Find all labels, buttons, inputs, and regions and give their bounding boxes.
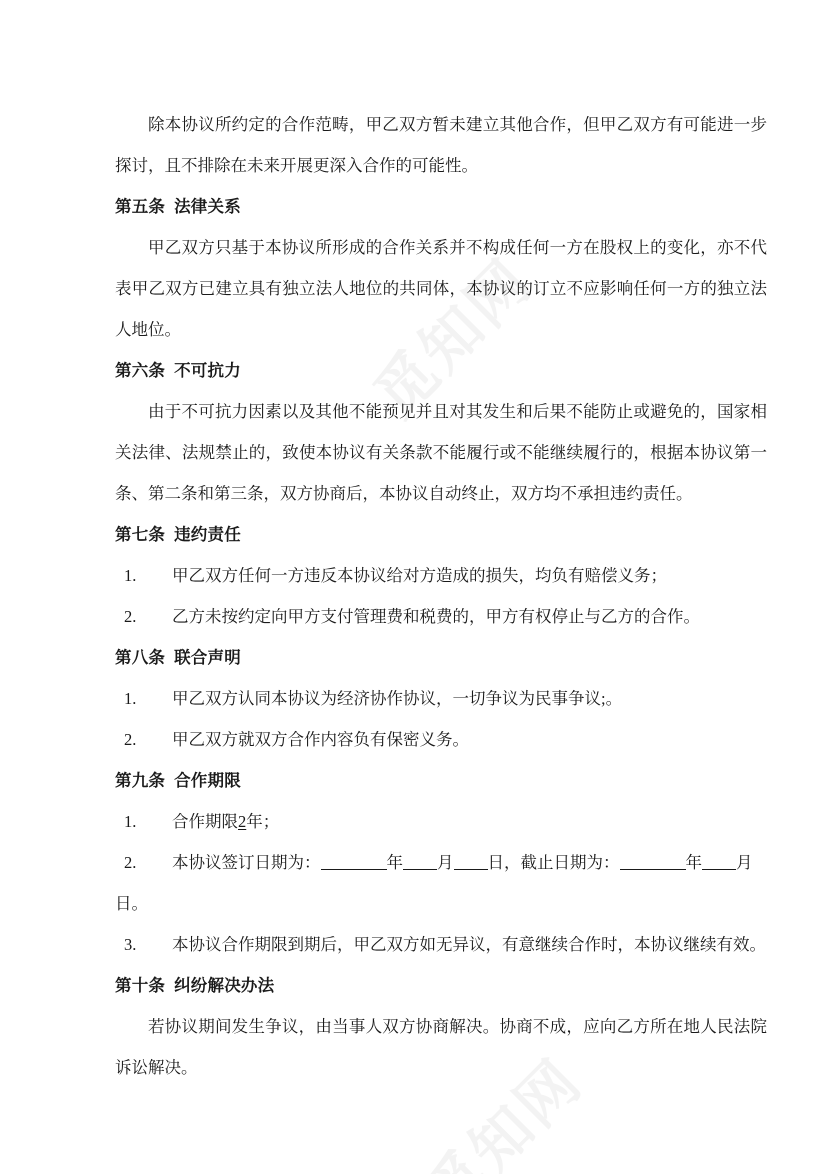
- list-item: [115, 678, 767, 719]
- heading-article-six-title: 不可抗力: [174, 361, 241, 380]
- heading-article-five-title: 法律关系: [174, 197, 241, 216]
- heading-article-six-number: 第六条: [115, 361, 166, 380]
- list-item-term-renewal: [115, 924, 767, 965]
- term-duration-prefix: 合作期限: [172, 812, 238, 831]
- heading-article-seven-title: 违约责任: [174, 525, 241, 544]
- list-item-term-duration: [115, 801, 767, 842]
- expiry-date-label: ，截止日期为：: [504, 853, 620, 872]
- list-item-text: 乙方未按约定向甲方支付管理费和税费的，甲方有权停止与乙方的合作。: [172, 607, 700, 626]
- signing-month-blank[interactable]: [403, 869, 437, 870]
- para-dispute-resolution: 若协议期间发生争议，由当事人双方协商解决。协商不成，应向乙方所在地人民法院诉讼解决。: [115, 1017, 767, 1077]
- heading-article-eight-number: 第八条: [115, 648, 166, 667]
- list-item: [115, 596, 767, 637]
- heading-article-eight-title: 联合声明: [174, 648, 241, 667]
- expiry-year-blank[interactable]: [620, 869, 686, 870]
- list-item-number: 1.: [124, 566, 137, 585]
- list-item-signing-dates: [115, 842, 767, 883]
- list-item-text: 甲乙双方任何一方违反本协议给对方造成的损失，均负有赔偿义务；: [172, 566, 667, 585]
- signing-year-unit: 年: [386, 853, 403, 872]
- heading-article-nine: [115, 760, 767, 801]
- signing-date-label: 本协议签订日期为：: [172, 853, 321, 872]
- list-item: [115, 555, 767, 596]
- heading-article-ten: [115, 965, 767, 1006]
- list-item-text: 本协议合作期限到期后，甲乙双方如无异议，有意继续合作时，本协议继续有效。: [172, 935, 766, 954]
- term-duration-suffix: 年；: [246, 812, 280, 831]
- para-legal-relationship: 甲乙双方只基于本协议所形成的合作关系并不构成任何一方在股权上的变化，亦不代表甲乙双方已建立具有独立法人地位的共同体，本协议的订立不应影响任何一方的独立法人地位。: [115, 238, 767, 339]
- list-item: [115, 719, 767, 760]
- heading-article-five: [115, 186, 767, 227]
- list-item-number: 1.: [124, 812, 137, 831]
- signing-month-unit: 月: [437, 853, 454, 872]
- expiry-year-unit: 年: [685, 853, 702, 872]
- document-content: [115, 104, 767, 1088]
- list-item-text: 甲乙双方就双方合作内容负有保密义务。: [172, 730, 469, 749]
- list-item-text: 甲乙双方认同本协议为经济协作协议，一切争议为民事争议;。: [172, 689, 623, 708]
- list-item-number: 2.: [124, 853, 137, 872]
- heading-article-five-number: 第五条: [115, 197, 166, 216]
- signing-dates-wrap-tail: 日。: [115, 894, 148, 913]
- term-duration-years-value[interactable]: 2: [238, 812, 247, 831]
- expiry-month-blank[interactable]: [702, 869, 736, 870]
- list-item-number: 3.: [124, 935, 137, 954]
- signing-year-blank[interactable]: [321, 869, 387, 870]
- heading-article-seven-number: 第七条: [115, 525, 166, 544]
- signing-day-blank[interactable]: [454, 869, 488, 870]
- list-item-number: 1.: [124, 689, 137, 708]
- heading-article-nine-number: 第九条: [115, 771, 166, 790]
- para-force-majeure: 由于不可抗力因素以及其他不能预见并且对其发生和后果不能防止或避免的，国家相关法律、法规禁止的，致使本协议有关条款不能履行或不能继续履行的，根据本协议第一条、第二条和第三条，双方协商后，本协议自动终止，双方均不承担违约责任。: [115, 402, 767, 503]
- signing-day-unit: 日: [487, 853, 504, 872]
- list-item-number: 2.: [124, 607, 137, 626]
- expiry-month-unit: 月: [736, 853, 753, 872]
- heading-article-ten-number: 第十条: [115, 976, 166, 995]
- heading-article-seven: [115, 514, 767, 555]
- heading-article-ten-title: 纠纷解决办法: [174, 976, 275, 995]
- para-scope-of-cooperation: 除本协议所约定的合作范畴，甲乙双方暂未建立其他合作，但甲乙双方有可能进一步探讨，且不排除在未来开展更深入合作的可能性。: [115, 115, 767, 175]
- heading-article-nine-title: 合作期限: [174, 771, 241, 790]
- list-item-number: 2.: [124, 730, 137, 749]
- heading-article-eight: [115, 637, 767, 678]
- heading-article-six: [115, 350, 767, 391]
